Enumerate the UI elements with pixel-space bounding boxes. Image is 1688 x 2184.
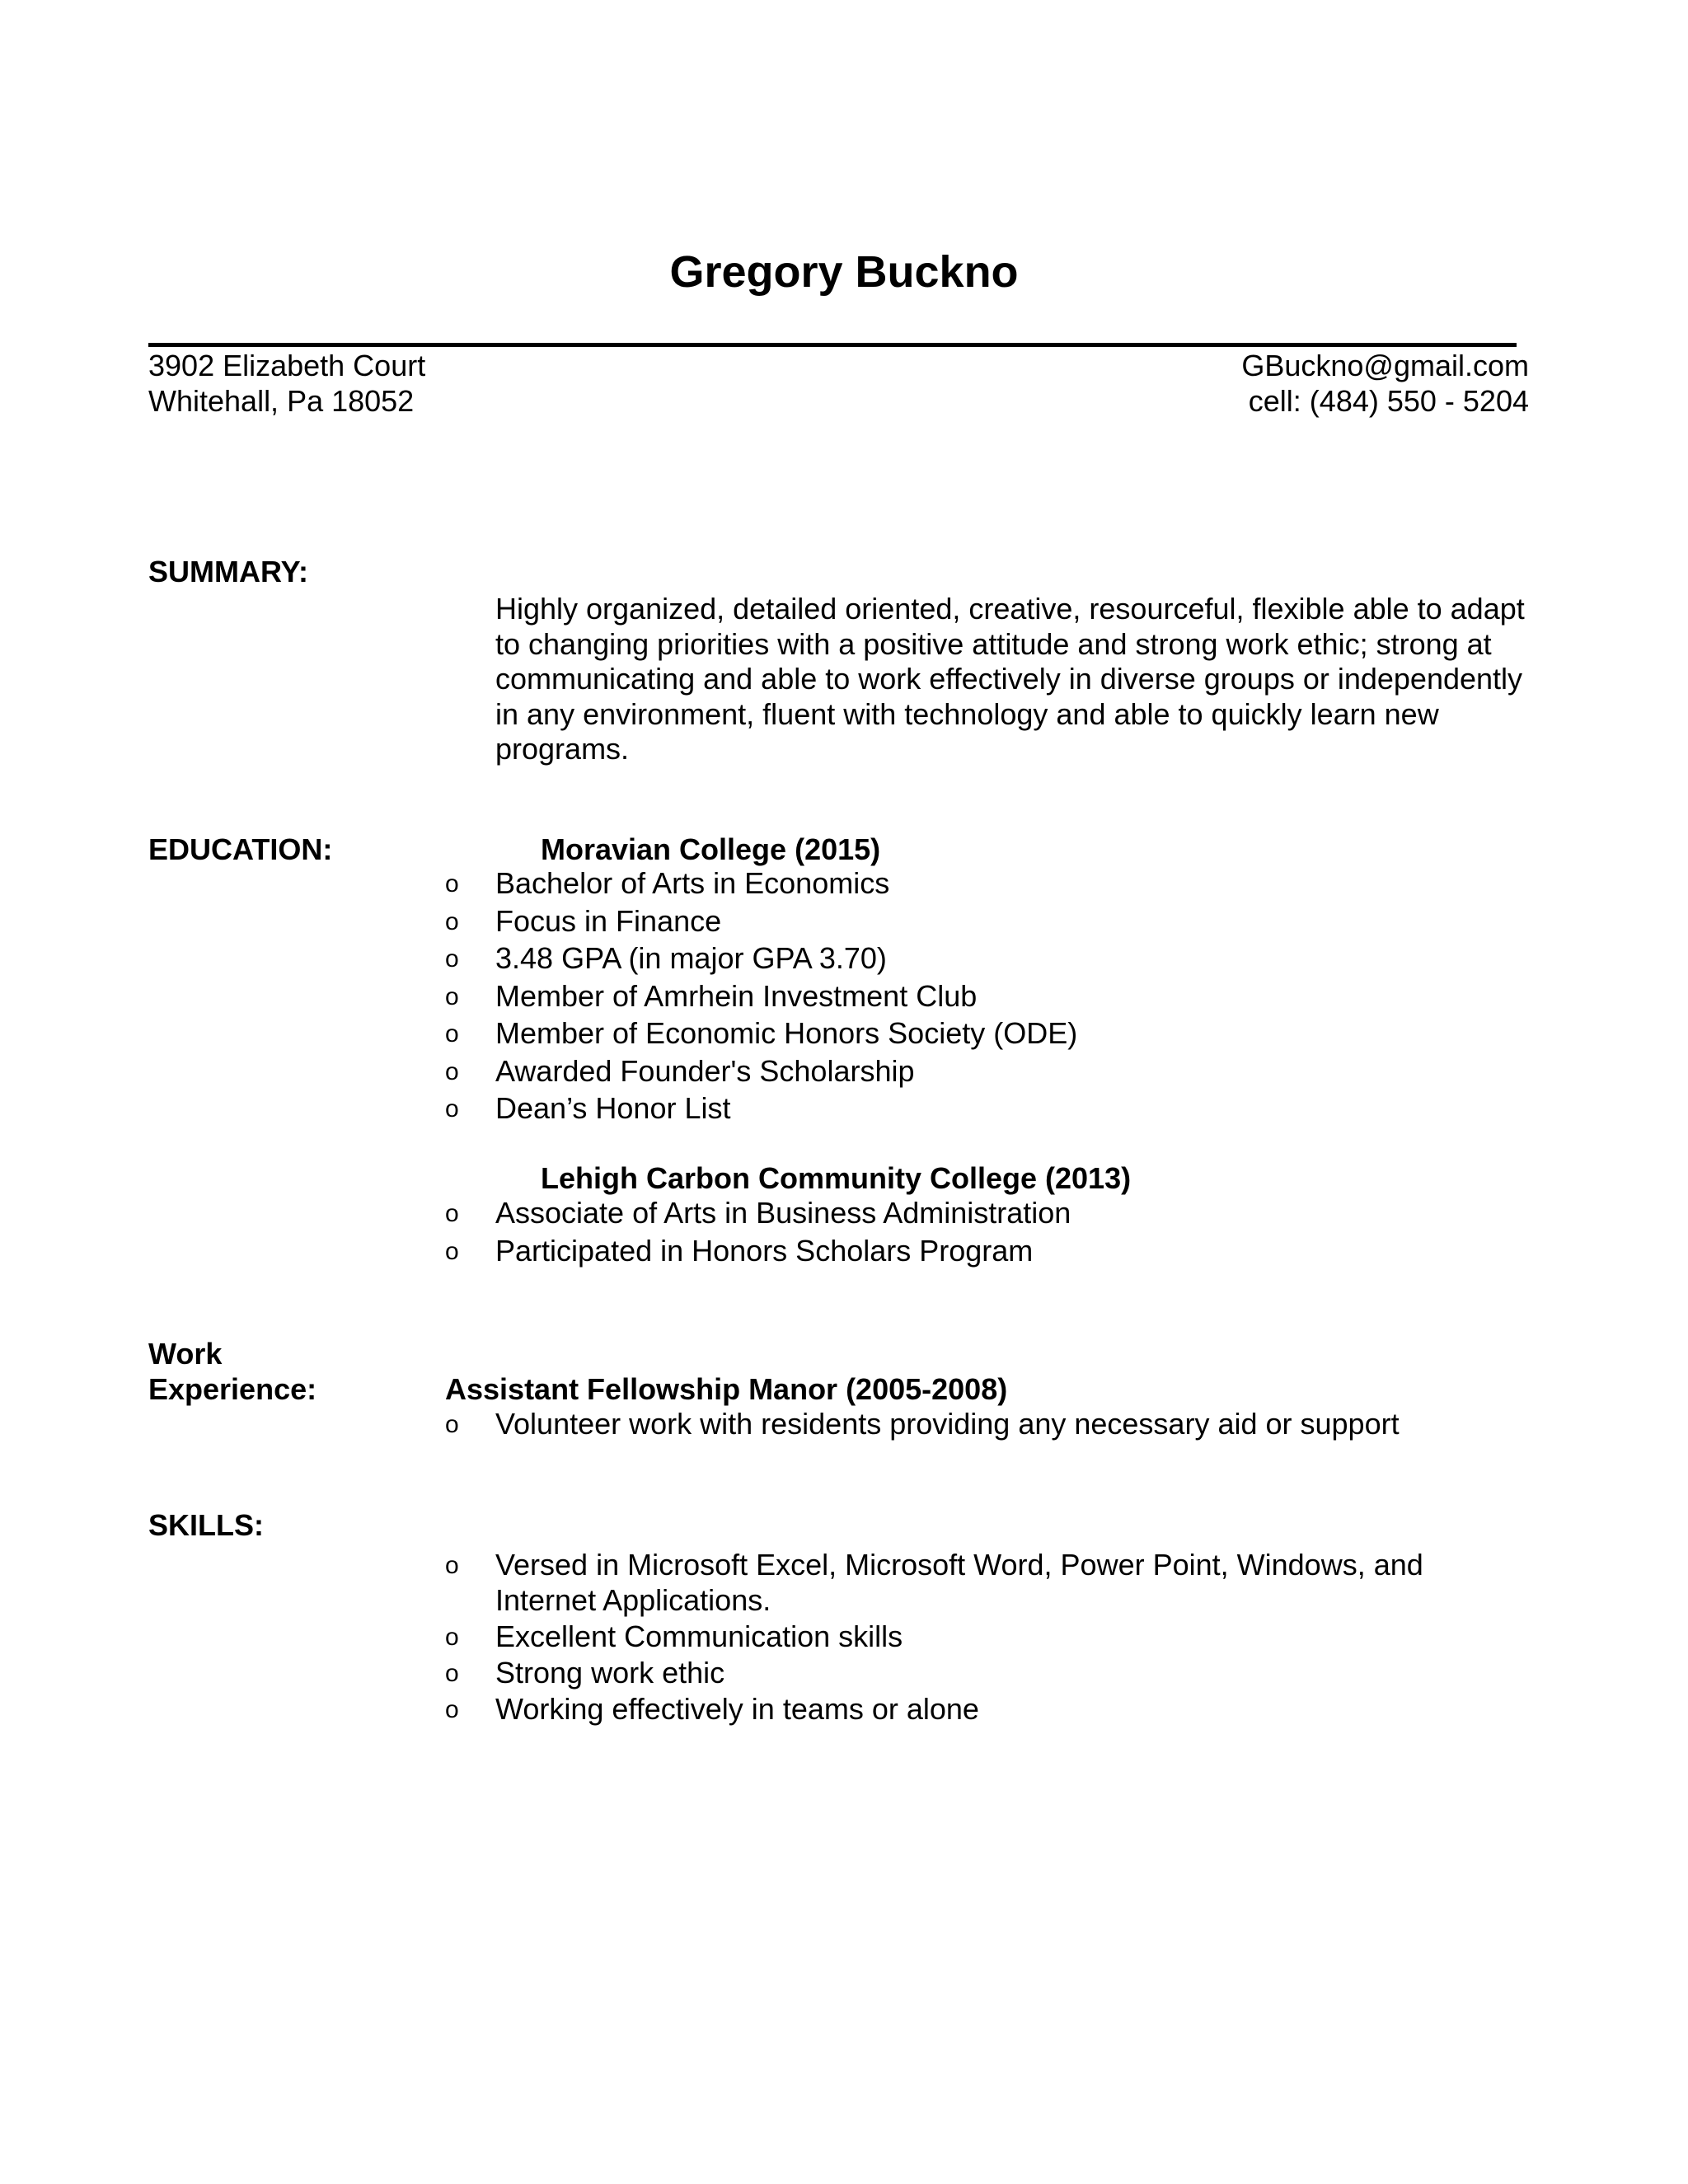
address-line-2: Whitehall, Pa 18052	[148, 384, 415, 418]
list-item: o Volunteer work with residents providing any necessary aid or support	[445, 1406, 1525, 1441]
list-item: o Member of Economic Honors Society (ODE)	[445, 1015, 1525, 1051]
list-item: o Working effectively in teams or alone	[445, 1691, 1508, 1727]
list-item: o Member of Amrhein Investment Club	[445, 978, 1525, 1014]
school-name: Moravian College (2015)	[541, 832, 881, 866]
bullet-marker: o	[445, 1095, 459, 1122]
header-divider	[148, 343, 1517, 347]
bullet-marker: o	[445, 1660, 459, 1687]
skills-list	[445, 1547, 1508, 1727]
list-item: o Bachelor of Arts in Economics	[445, 865, 1525, 901]
list-item: o Participated in Honors Scholars Program	[445, 1233, 1525, 1268]
email-text: GBuckno@gmail.com	[1241, 349, 1529, 382]
bullet-marker: o	[445, 1020, 459, 1047]
bullet-marker: o	[445, 1237, 459, 1265]
summary-label: SUMMARY:	[148, 555, 308, 588]
list-item: o 3.48 GPA (in major GPA 3.70)	[445, 940, 1525, 976]
job-title: Assistant Fellowship Manor (2005-2008)	[445, 1372, 1008, 1406]
bullet-marker: o	[445, 1411, 459, 1438]
contact-block	[1241, 348, 1529, 419]
list-item: o Associate of Arts in Business Administration	[445, 1195, 1525, 1230]
bullet-marker: o	[445, 1624, 459, 1651]
list-item: o Dean’s Honor List	[445, 1090, 1525, 1126]
education-label: EDUCATION:	[148, 832, 333, 866]
bullet-marker: o	[445, 982, 459, 1010]
list-item: o Strong work ethic	[445, 1655, 1508, 1690]
list-item: o Focus in Finance	[445, 903, 1525, 939]
work-experience-label: Work Experience:	[148, 1337, 317, 1406]
bullet-marker: o	[445, 907, 459, 935]
resume-name: Gregory Buckno	[669, 247, 1019, 297]
bullet-marker: o	[445, 870, 459, 898]
address-line-1: 3902 Elizabeth Court	[148, 349, 426, 382]
phone-text: cell: (484) 550 - 5204	[1248, 384, 1529, 418]
bullet-marker: o	[445, 1057, 459, 1085]
bullet-marker: o	[445, 1200, 459, 1227]
school-name: Lehigh Carbon Community College (2013)	[541, 1161, 1132, 1195]
list-item: o Excellent Communication skills	[445, 1619, 1508, 1654]
school-details-list	[445, 1195, 1525, 1270]
skills-label: SKILLS:	[148, 1508, 264, 1542]
address-block	[148, 348, 425, 419]
bullet-marker: o	[445, 1696, 459, 1723]
bullet-marker: o	[445, 1552, 459, 1579]
job-details-list	[445, 1406, 1525, 1444]
summary-text: Highly organized, detailed oriented, creative, resourceful, flexible able to adapt to changing priorities with a positive attitude and strong work ethic; strong at communicating and able to work effectively in diverse groups or independently in any environment, fluent with technology and able to quickly learn new programs.	[495, 592, 1525, 766]
list-item: o Awarded Founder's Scholarship	[445, 1053, 1525, 1089]
bullet-marker: o	[445, 945, 459, 972]
school-details-list	[445, 865, 1525, 1128]
list-item: o Versed in Microsoft Excel, Microsoft Word, Power Point, Windows, and Internet Applications.	[445, 1548, 1423, 1617]
